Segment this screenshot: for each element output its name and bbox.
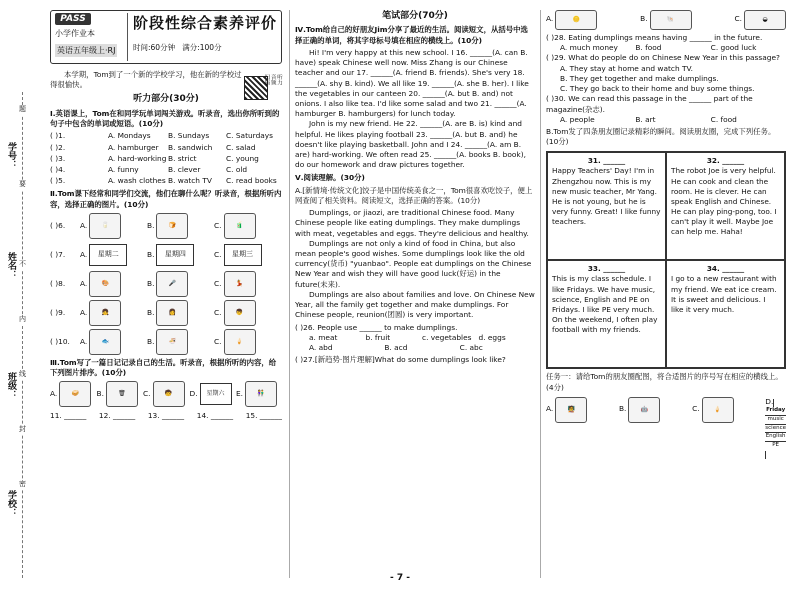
option-c: C. young <box>226 153 259 163</box>
schedule-item: music <box>765 416 786 425</box>
option-a: A. hard-working <box>108 153 167 163</box>
option-c: C. read books <box>226 176 277 186</box>
milk-icon: 🥛 <box>89 213 121 239</box>
schedule-item: PE <box>772 441 780 448</box>
question-28[interactable]: ( )28. Eating dumplings means having ______ in the future. <box>546 33 763 42</box>
task-one-pictures <box>546 397 786 460</box>
option-b[interactable] <box>147 244 214 266</box>
section4-instruction: Ⅳ.Tom给自己的好朋友Jim分享了最近的生活。阅读短文，从括号中选择正确的单词，将其字母标号填在相应的横线上。(10分) <box>295 25 528 45</box>
question-number[interactable]: ( )2. <box>50 142 66 152</box>
option-letter: A. <box>80 220 88 230</box>
answer-blank[interactable]: 34. ______ <box>706 264 745 274</box>
question-number[interactable]: ( )8. <box>50 278 66 288</box>
answer-blank[interactable]: 12. ______ <box>98 411 136 421</box>
option-a[interactable]: A. They stay at home and watch TV. <box>560 63 693 73</box>
picture-c <box>692 397 734 460</box>
option-letter: B. <box>147 220 155 230</box>
option-b: B. Sundays <box>168 131 210 141</box>
item-a: a. meat <box>309 332 338 342</box>
column-listening <box>50 10 282 580</box>
section2-list <box>50 213 282 355</box>
option-c[interactable] <box>734 10 786 30</box>
question-number[interactable]: ( )10. <box>50 336 70 346</box>
option-a[interactable]: A. abd <box>309 342 333 352</box>
option-b: B. clever <box>168 164 201 174</box>
picture-letter: D. <box>765 396 774 406</box>
moment-card <box>666 260 785 368</box>
answer-blank[interactable]: 15. ______ <box>245 411 282 421</box>
picture-a <box>50 381 96 407</box>
option-letter: B. <box>147 336 155 346</box>
reading-paragraph: Dumplings are not only a kind of food in China, but also mean people's good wishes. Some dumplings look like the old currency(货币) "yuanbao". People eat dumplings on the Chinese New Year and wish they will have good luck(好运) in the future(未来). <box>295 238 532 289</box>
cut-mark: 封 <box>19 425 26 433</box>
question-number[interactable]: ( )4. <box>50 164 66 174</box>
juice-icon: 🧃 <box>224 213 256 239</box>
moment-card <box>666 152 785 260</box>
item-c: c. vegetables <box>422 332 472 342</box>
class-schedule-icon <box>765 396 786 459</box>
trash-icon: 🗑 <box>106 381 138 407</box>
option-c[interactable] <box>214 244 281 266</box>
question-27[interactable]: ( )27.[新趋势·图片理解]What do some dumplings look like? <box>295 355 506 365</box>
option-a[interactable] <box>80 213 147 239</box>
schedule-item: English <box>765 433 786 442</box>
picture-letter: D. <box>189 389 198 399</box>
teacher-icon: 🧑‍🏫 <box>555 397 587 423</box>
picture-letter: C. <box>692 403 700 413</box>
question-26[interactable]: ( )26. People use ______ to make dumplings. <box>295 322 458 332</box>
question-26-items <box>295 333 535 343</box>
answer-blank[interactable]: 33. ______ <box>587 264 626 274</box>
calendar-thursday-icon: 星期四 <box>156 244 194 266</box>
section1-list <box>50 131 282 186</box>
answer-blank[interactable]: 13. ______ <box>147 411 185 421</box>
option-a: A. funny <box>108 164 139 174</box>
full-score: 满分:100分 <box>182 43 222 52</box>
picture-question-row <box>50 213 282 239</box>
moment-card <box>547 260 666 368</box>
picture-letter: B. <box>96 389 104 399</box>
reading-paragraph: Dumplings are also about families and love. On Chinese New Year, all the family get together and make dumplings. For Chinese people, reunion(团圆) is very important. <box>295 289 535 320</box>
task-one-instruction: 任务一：请给Tom的朋友圈配图，将合适图片的序号写在相应的横线上。(4分) <box>546 372 783 392</box>
option-c[interactable]: C. food <box>710 114 737 124</box>
question-number[interactable]: ( )9. <box>50 307 66 317</box>
option-letter: A. <box>80 278 88 288</box>
calendar-wednesday-icon: 星期三 <box>224 244 262 266</box>
option-letter: C. <box>214 278 222 288</box>
fish-icon: 🐟 <box>89 329 121 355</box>
time-limit: 时间:60分钟 <box>133 43 176 52</box>
question-29[interactable]: ( )29. What do people do on Chinese New Year in this passage? <box>546 53 780 63</box>
book-name: 小学作业本 <box>55 29 95 38</box>
option-letter: C. <box>214 307 222 317</box>
schedule-header: Friday <box>765 407 786 416</box>
option-a: A. hamburger <box>108 142 159 152</box>
reading-b-instruction: B.Tom发了四条朋友圈记录精彩的瞬间。阅读朋友圈，完成下列任务。(10分) <box>546 126 776 147</box>
option-letter: C. <box>214 249 222 259</box>
cut-mark: 线 <box>19 370 26 378</box>
option-b[interactable]: B. acd <box>384 342 408 352</box>
picture-d <box>190 383 236 405</box>
option-b: B. sandwich <box>168 142 213 152</box>
picture-a <box>546 397 587 460</box>
option-a[interactable]: A. people <box>560 114 595 124</box>
cloze-paragraph: John is my new friend. He 22. ______(A. are B. is) kind and helpful. He likes playing football 23. ______(A. but B. and) he doesn't like playing basketball. John and I 24. ______(A. am B. are) hard-working. We often read 25. ______(A. books B. book), do our homework and draw pictures together. <box>295 119 526 170</box>
coin-icon: 🪙 <box>555 10 597 30</box>
option-b[interactable] <box>147 271 214 297</box>
option-c[interactable] <box>214 213 281 239</box>
question-30[interactable]: ( )30. We can read this passage in the ______ part of the magazine(杂志). <box>546 94 753 114</box>
option-letter: C. <box>734 13 742 23</box>
picture-b <box>97 381 143 407</box>
page-number: - 7 - <box>390 573 410 583</box>
intro-block <box>50 70 282 90</box>
option-letter: C. <box>214 220 222 230</box>
option-b[interactable] <box>147 329 214 355</box>
item-d: d. eggs <box>478 332 506 342</box>
picture-b <box>619 397 660 460</box>
question-number[interactable]: ( )3. <box>50 153 66 163</box>
option-letter: B. <box>147 278 155 288</box>
exam-title: 阶段性综合素养评价 <box>133 14 278 32</box>
section1-instruction: Ⅰ.英语课上，Tom在和同学玩单词闯关游戏。听录音，选出你所听到的句子中包含的单词或短语。(10分) <box>50 108 280 129</box>
option-letter: B. <box>147 307 155 317</box>
question-row <box>50 143 282 153</box>
question-number[interactable]: ( )6. <box>50 220 66 230</box>
option-letter: C. <box>214 336 222 346</box>
picture-letter: A. <box>50 389 58 399</box>
moment-text: I go to a new restaurant with my friend. We eat ice cream. It is sweet and delicious. I like it very much. <box>671 274 777 314</box>
section2-instruction: Ⅱ.Tom课下经常和同学们交流，他们在聊什么呢？听录音，根据所听内容，选择正确的图片。(10分) <box>50 189 282 209</box>
question-row <box>50 176 282 186</box>
cut-mark: 要 <box>19 180 26 188</box>
option-c: C. salad <box>226 142 256 152</box>
option-b[interactable] <box>640 10 691 30</box>
item-b: b. fruit <box>365 332 391 342</box>
option-a[interactable] <box>80 244 147 266</box>
girl-icon: 👧 <box>89 300 121 326</box>
option-b[interactable]: B. art <box>635 114 656 124</box>
cut-mark: 题 <box>19 105 26 113</box>
answer-blank[interactable]: 32. ______ <box>706 156 745 166</box>
question-row <box>50 154 282 164</box>
answer-blank[interactable]: 11. ______ <box>50 411 87 421</box>
picture-question-row <box>50 300 282 326</box>
boy-icon: 🧒 <box>153 381 185 407</box>
singing-kids-icon: 🎤 <box>156 271 188 297</box>
picture-question-row <box>50 242 282 268</box>
option-b[interactable]: B. food <box>635 43 662 53</box>
picture-question-row <box>50 271 282 297</box>
cut-line <box>22 92 23 578</box>
ice-cream-icon: 🍦 <box>224 329 256 355</box>
option-a[interactable] <box>80 300 147 326</box>
bread-icon: 🍞 <box>156 213 188 239</box>
picture-letter: B. <box>618 403 627 413</box>
class-label: 班级： <box>6 372 16 399</box>
binding-margin <box>0 0 36 597</box>
picture-question-row <box>50 329 282 355</box>
school-label: 学校： <box>6 490 16 517</box>
column-reading <box>546 10 786 580</box>
option-c[interactable]: C. They go back to their home and buy some things. <box>560 84 755 94</box>
moment-card <box>547 152 666 260</box>
option-c[interactable]: C. abc <box>459 342 483 352</box>
calendar-saturday-icon: 星期六 <box>200 383 232 405</box>
option-a: A. Mondays <box>108 131 151 141</box>
section3-instruction: Ⅲ.Tom写了一篇日记记录自己的生活。听录音，根据所听的内容，给下列图片排序。(10分) <box>50 357 277 378</box>
moments-grid <box>546 151 786 369</box>
picture-letter: A. <box>546 403 554 413</box>
option-letter: B. <box>640 13 648 23</box>
option-letter: B. <box>147 249 155 259</box>
section3-pictures <box>50 381 282 407</box>
exam-info <box>133 43 222 53</box>
answer-blank[interactable]: 14. ______ <box>196 411 234 421</box>
picture-letter: C. <box>143 389 151 399</box>
pass-logo: PASS <box>55 13 91 25</box>
sandwich-icon: 🥪 <box>59 381 91 407</box>
question-30-options <box>546 115 786 125</box>
section5-title: Ⅴ.阅读理解。(30分) <box>295 173 365 183</box>
option-c: C. old <box>226 164 248 174</box>
question-27-options <box>546 10 786 30</box>
intro-text: 本学期，Tom到了一个新的学校学习，他在新的学校过得很愉快。 <box>50 70 242 90</box>
question-row <box>50 131 282 141</box>
calendar-tuesday-icon: 星期二 <box>89 244 127 266</box>
question-28-options <box>546 43 786 53</box>
yuanbao-icon: ◒ <box>744 10 786 30</box>
question-row <box>50 165 282 175</box>
question-number[interactable]: ( )5. <box>50 176 66 186</box>
teacher-icon: 👩 <box>156 300 188 326</box>
section3-answer-blanks <box>50 411 282 421</box>
option-a[interactable] <box>80 329 147 355</box>
cut-mark: 不 <box>19 260 26 268</box>
option-letter: A. <box>80 249 88 259</box>
column-writing <box>295 10 535 580</box>
cloze-paragraph: Hi! I'm very happy at this new school. I 16. ______(A. can B. have) speak Chinese well now. Miss Zhang is our Chinese teacher and our 17. ______(A. friend B. friends). She's very 18. ______(A. shy B. kind). We all like 19. ______(A. she B. her). I like the vegetables in our canteen 20. ______(A. but B. and) not onions. I also like tea. I'd like some salad and two 21. ______(A. hamburger B. hamburgers) for lunch today. <box>295 47 529 119</box>
option-c[interactable]: C. good luck <box>710 43 757 53</box>
option-letter: A. <box>546 13 554 23</box>
option-c: C. Saturdays <box>226 131 274 141</box>
option-c[interactable] <box>214 271 281 297</box>
moment-text: The robot Joe is very helpful. He can cook and clean the room. He is clever. He can speak English and Chinese. He can play ping-pong, too. I can't play it well. Maybe Joe can help me. Haha! <box>671 166 777 236</box>
option-b: B. strict <box>168 153 197 163</box>
header-divider <box>127 13 128 61</box>
dancing-kids-icon: 💃 <box>224 271 256 297</box>
option-b: B. watch TV <box>168 176 212 186</box>
name-label: 姓名： <box>6 252 16 279</box>
boy-icon: 👦 <box>224 300 256 326</box>
option-b[interactable] <box>147 213 214 239</box>
picture-d <box>765 397 786 460</box>
option-c[interactable] <box>214 300 281 326</box>
cut-mark: 密 <box>19 480 26 488</box>
reading-a-instruction: A.[新情境·传统文化]饺子是中国传统美食之一，Tom很喜欢吃饺子，便上网查阅了相关资料。阅读短文，选择正确的答案。(10分) <box>295 185 533 205</box>
question-26-options <box>295 343 535 353</box>
option-a[interactable] <box>80 271 147 297</box>
picture-letter: E. <box>236 389 244 399</box>
option-a[interactable] <box>546 10 597 30</box>
ice-cream-icon: 🍦 <box>702 397 734 423</box>
cut-mark: 内 <box>19 315 26 323</box>
friends-icon: 👫 <box>245 381 277 407</box>
option-b[interactable]: B. They get together and make dumplings. <box>560 73 719 83</box>
writing-title: 笔试部分(70分) <box>382 11 448 21</box>
option-letter: A. <box>80 307 88 317</box>
reading-paragraph: Dumplings, or jiaozi, are traditional Chinese food. Many Chinese people like eating dumplings. They make dumplings with meat, vegetables and eggs. They're delicious and healthy. <box>295 208 529 238</box>
picture-e <box>236 381 282 407</box>
option-a: A. wash clothes <box>108 176 166 186</box>
moment-text: Happy Teachers' Day! I'm in Zhengzhou now. This is my new music teacher, Mr Yang. He is not young, but he is very funny. Great! I like funny teachers. <box>552 166 661 226</box>
column-divider <box>289 10 290 578</box>
shell-icon: 🐚 <box>650 10 692 30</box>
listening-title: 听力部分(30分) <box>133 94 199 105</box>
schedule-item: science <box>765 425 786 434</box>
robot-icon: 🤖 <box>628 397 660 423</box>
answer-blank[interactable]: 31. ______ <box>587 156 626 166</box>
student-id-label: 学号： <box>6 142 16 169</box>
grade-label: 英语五年级上·RJ <box>55 44 117 57</box>
drawing-kids-icon: 🎨 <box>89 271 121 297</box>
option-c[interactable] <box>214 329 281 355</box>
option-a[interactable]: A. much money <box>560 43 618 53</box>
question-number[interactable]: ( )7. <box>50 249 66 259</box>
question-number[interactable]: ( )1. <box>50 131 66 141</box>
option-b[interactable] <box>147 300 214 326</box>
column-divider <box>540 10 541 578</box>
exam-header <box>50 10 282 64</box>
option-letter: A. <box>80 336 88 346</box>
noodles-icon: 🍜 <box>156 329 188 355</box>
moment-text: This is my class schedule. I like Fridays. We have music, science, English and PE on Fridays. I like PE very much. On the weekend, I often play football with my friends. <box>552 274 658 334</box>
picture-c <box>143 381 189 407</box>
qr-caption: 听力音频扫码 <box>263 74 282 85</box>
